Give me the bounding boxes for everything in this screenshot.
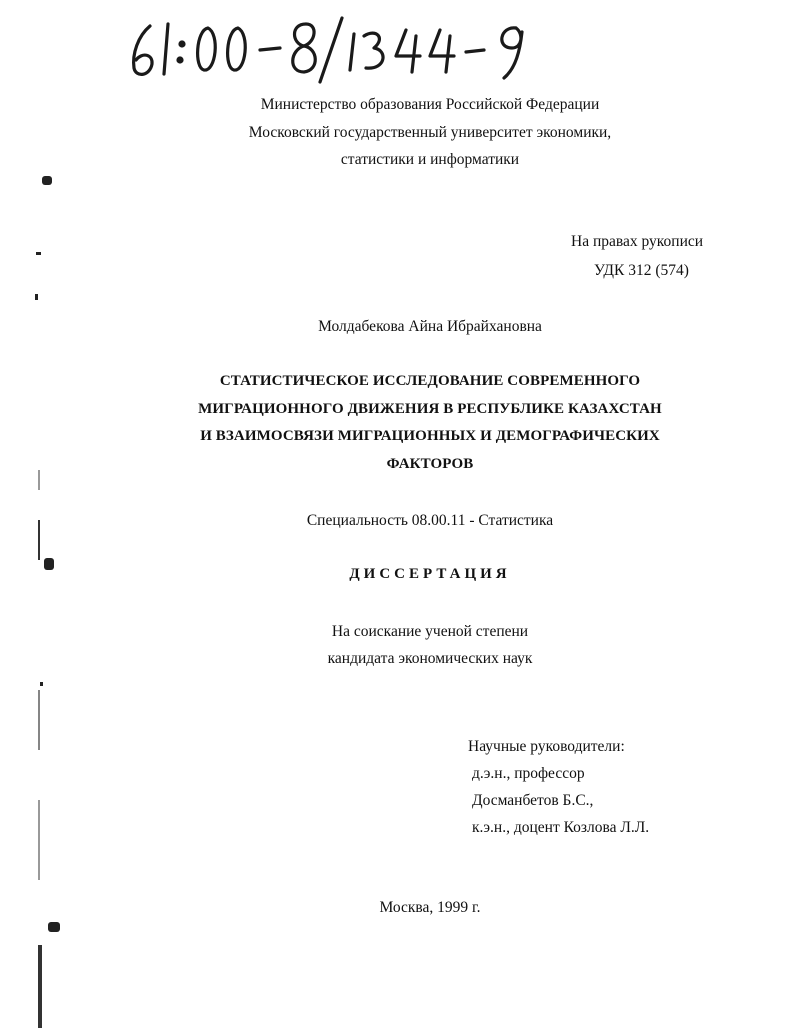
manuscript-rights: На правах рукописи — [571, 233, 704, 250]
author-name: Молдабекова Айна Ибрайхановна — [318, 318, 542, 335]
advisor-line: к.э.н., доцент Козлова Л.Л. — [472, 819, 650, 836]
scientific-advisors — [468, 733, 649, 841]
document-type: ДИССЕРТАЦИЯ — [349, 566, 511, 582]
advisors-heading: Научные руководители: — [468, 738, 625, 755]
scan-speck — [44, 558, 54, 570]
advisor-line: д.э.н., профессор — [472, 765, 585, 782]
scan-speck — [35, 294, 38, 300]
udc-code: УДК 312 (574) — [594, 262, 689, 279]
degree-line2: кандидата экономических наук — [327, 650, 533, 667]
handwritten-archive-mark — [120, 14, 560, 84]
scan-edge-mark — [38, 800, 40, 880]
title-line: ФАКТОРОВ — [386, 455, 474, 472]
ministry-name: Министерство образования Российской Федерации — [260, 96, 600, 113]
scan-edge-mark — [38, 470, 40, 490]
dissertation-title — [160, 368, 700, 478]
scan-speck — [42, 176, 52, 185]
title-line: МИГРАЦИОННОГО ДВИЖЕНИЯ В РЕСПУБЛИКЕ КАЗАХСТАН — [198, 400, 662, 417]
degree-line1: На соискание ученой степени — [331, 623, 529, 640]
scan-speck — [36, 252, 41, 255]
scan-edge-mark — [38, 520, 40, 560]
scan-speck — [48, 922, 60, 932]
scan-edge-mark — [38, 690, 40, 750]
title-line: СТАТИСТИЧЕСКОЕ ИССЛЕДОВАНИЕ СОВРЕМЕННОГО — [219, 373, 641, 389]
title-line: И ВЗАИМОСВЯЗИ МИГРАЦИОННЫХ И ДЕМОГРАФИЧЕСКИХ — [200, 428, 660, 444]
scan-edge-mark — [38, 945, 42, 1028]
advisor-line: Досманбетов Б.С., — [472, 792, 594, 809]
place-and-year: Москва, 1999 г. — [379, 899, 481, 916]
scan-speck — [40, 682, 43, 686]
university-name-line1: Московский государственный университет экономики, — [248, 124, 612, 141]
university-name-line2: статистики и информатики — [340, 151, 520, 168]
specialty: Специальность 08.00.11 - Статистика — [306, 512, 554, 529]
